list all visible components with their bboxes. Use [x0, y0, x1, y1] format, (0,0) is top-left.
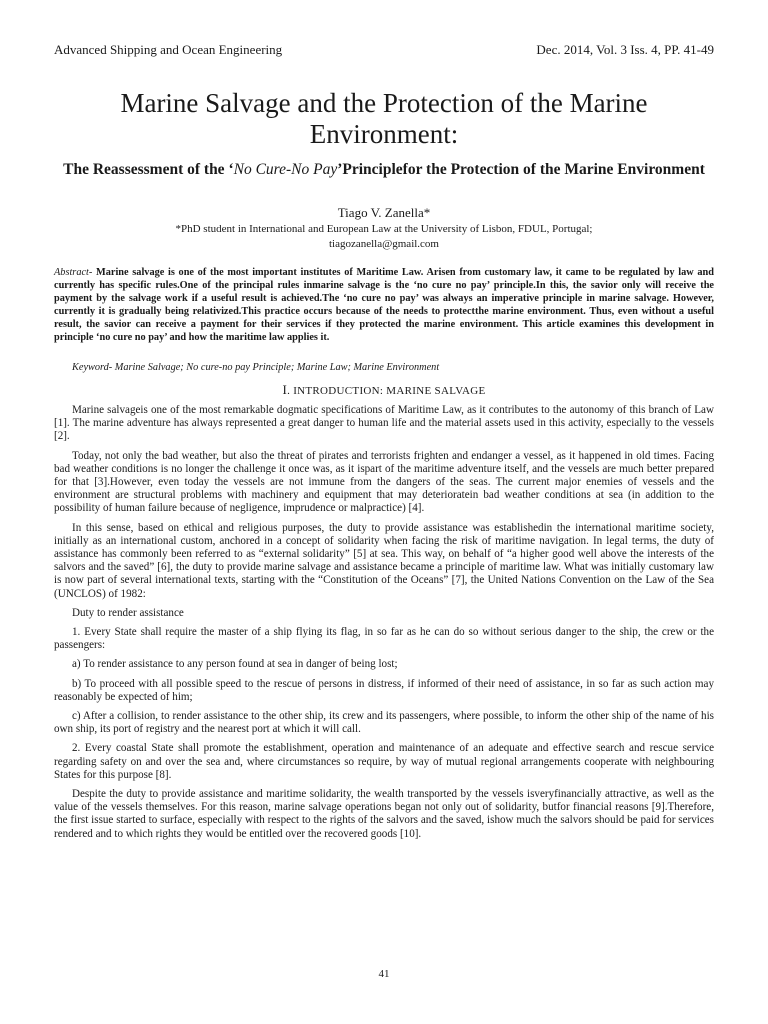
abstract-label: Abstract-	[54, 267, 93, 278]
subtitle-emphasis: No Cure-No Pay	[233, 161, 338, 178]
abstract	[54, 266, 714, 345]
paragraph: Duty to render assistance	[72, 606, 184, 619]
paragraph: Today, not only the bad weather, but also the threat of pirates and terrorists frighten and endanger a vessel, as it happened in old times. Facing bad weather conditions is no longer the challenge it once was, as it ispart of the maritime adventure itself, and the vessels are much better prepared for that [3].However, even today the vessels are not immune from the dangers of the seas. The current major enemies of vessels and the environment are structural problems with machinery and equipment that may deterioratein bad weather conditions at sea (in addition to the possibility of human failure because of negligence, imprudence or malpractice) [4].	[54, 449, 714, 515]
author-affiliation: *PhD student in International and European Law at the University of Lisbon, FDUL, Portugal;	[175, 223, 593, 235]
title-line-2: Environment:	[309, 119, 459, 149]
author-affiliation-block	[0, 222, 768, 252]
paragraph: Marine salvageis one of the most remarkable dogmatic specifications of Maritime Law, as it contributes to the autonomy of this branch of Law [1]. The marine adventure has always represented a great danger to human life and the material assets used in this activity, especially to the vessels [2].	[54, 404, 714, 443]
paragraph: In this sense, based on ethical and religious purposes, the duty to provide assistance was establishedin the international maritime society, initially as an international custom, anchored in a concept of solidarity when facing the risk of maritime navigation. In legal terms, the duty of assistance has commonly been referred to as “external solidarity” [5] at sea. This way, on behalf of “a higher good well above the interests of the salvors and the saved” [6], the duty to provide marine salvage and assistance became a principle of maritime law. What was initially customary law is now part of several international texts, starting with the “Constitution of the Oceans” [7], the United Nations Convention on the Law of the Sea (UNCLOS) of 1982:	[54, 521, 714, 600]
section-heading	[0, 382, 768, 398]
title-line-1: Marine Salvage and the Protection of the Marine	[120, 88, 648, 118]
abstract-text: Marine salvage is one of the most important institutes of Maritime Law. Arisen from customary law, it came to be regulated by law and currently has specific rules.One of the principal rules inmarine salvage is the ‘no cure no pay’ principle.In this, the savior only will receive the payment by the salvage work if a useful result is achieved.The ‘no cure no pay’ was always an imperative principle in marine salvage. However, currently it is gradually being relativized.This practice occurs because of the needs to protectthe marine environment. Thus, even without a useful result, the savior can receive a payment for their services if they protected the marine environment. This article examines this development in principle ‘no cure no pay’ and how the maritime law applies it.	[54, 267, 714, 344]
paragraph: a) To render assistance to any person found at sea in danger of being lost;	[72, 658, 398, 671]
paragraph: Despite the duty to provide assistance and maritime solidarity, the wealth transported by the vessels isveryfinancially attractive, as well as the value of the vessels themselves. For this reason, marine salvage operations began not only out of solidarity, butfor financial reasons [9].Therefore, the first issue started to surface, especially with respect to the rights of the salvors and the saved, ishow much the salvors should be paid for services rendered and to which rights they would be entitled over the recovered goods [10].	[54, 788, 714, 840]
subtitle-before: The Reassessment of the ‘	[63, 161, 234, 178]
body-text	[54, 404, 714, 847]
section-numeral: I	[282, 382, 288, 397]
paragraph: 1. Every State shall require the master of a ship flying its flag, in so far as he can do so without serious danger to the ship, the crew or the passengers:	[54, 626, 714, 652]
paper-title	[40, 88, 728, 150]
paper-subtitle	[60, 160, 708, 179]
subtitle-after: ’Principlefor the Protection of the Marine Environment	[337, 161, 705, 178]
section-title: . INTRODUCTION: MARINE SALVAGE	[287, 385, 486, 397]
page-number: 41	[378, 968, 390, 980]
journal-name: Advanced Shipping and Ocean Engineering	[54, 42, 283, 57]
paragraph: b) To proceed with all possible speed to the rescue of persons in distress, if informed of their need of assistance, in so far as such action may reasonably be expected of him;	[54, 677, 714, 703]
author-email: tiagozanella@gmail.com	[328, 238, 439, 250]
keywords: Keyword- Marine Salvage; No cure-no pay Principle; Marine Law; Marine Environment	[72, 362, 440, 373]
running-header	[54, 42, 714, 60]
paragraph: 2. Every coastal State shall promote the establishment, operation and maintenance of an adequate and effective search and rescue service regarding safety on and over the sea and, where circumstances so require, by way of mutual regional arrangements cooperate with neighbouring States for this purpose [8].	[54, 742, 714, 781]
issue-info: Dec. 2014, Vol. 3 Iss. 4, PP. 41-49	[536, 42, 714, 57]
author-name: Tiago V. Zanella*	[337, 205, 431, 220]
paragraph: c) After a collision, to render assistance to the other ship, its crew and its passengers, where possible, to inform the other ship of the name of his own ship, its port of registry and the nearest port at which it will call.	[54, 710, 714, 736]
